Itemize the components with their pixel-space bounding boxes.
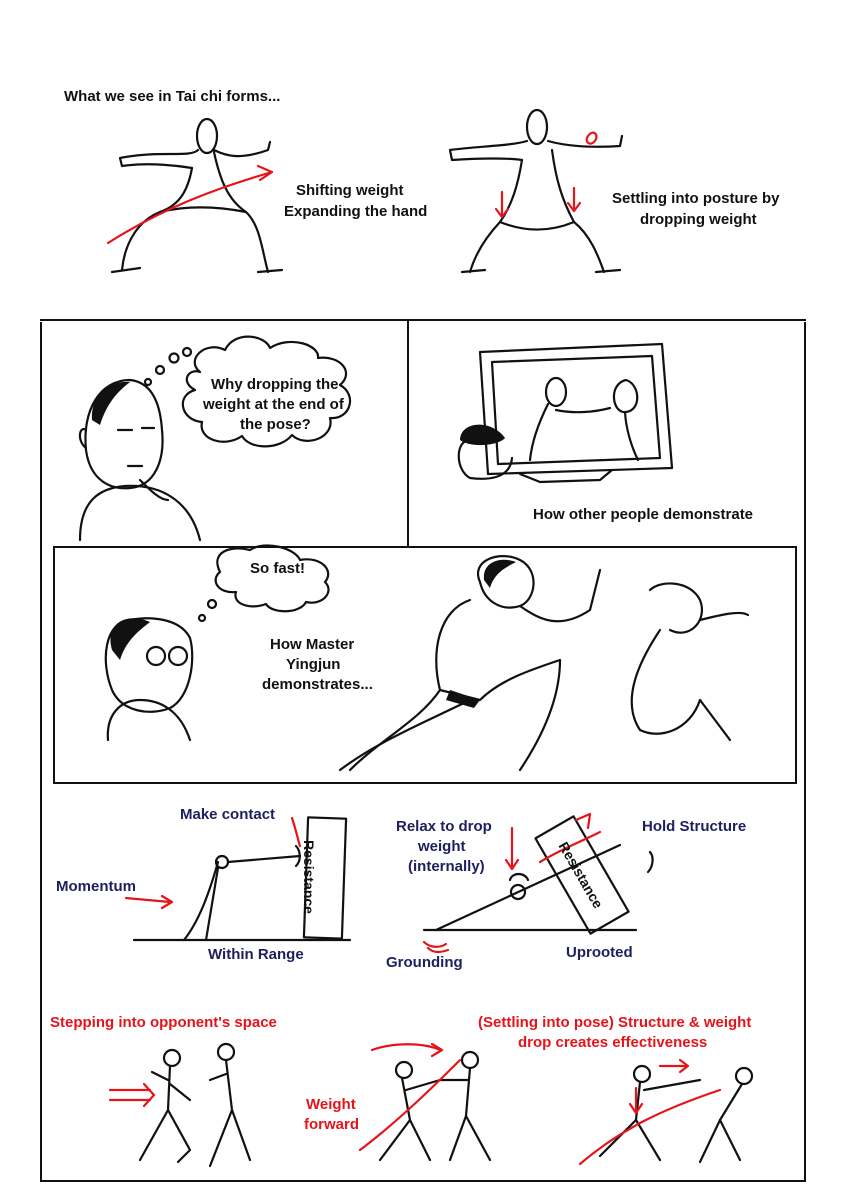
label-stepping: Stepping into opponent's space: [50, 1014, 277, 1031]
caption-dropping-weight: dropping weight: [640, 211, 757, 228]
thought-line-1: Why dropping the: [211, 376, 339, 393]
caption-expanding-hand: Expanding the hand: [284, 203, 428, 220]
thought-line-3: the pose?: [240, 416, 311, 433]
label-relax-drop: Relax to drop: [396, 818, 492, 835]
label-make-contact: Make contact: [180, 806, 276, 823]
label-relax-internally: (internally): [408, 858, 485, 875]
label-settling-1: (Settling into pose) Structure & weight: [478, 1014, 752, 1031]
caption-settling-posture: Settling into posture by: [612, 190, 780, 207]
caption-shifting-weight: Shifting weight: [296, 182, 404, 199]
caption-demonstrates: demonstrates...: [262, 676, 373, 693]
thought-line-2: weight at the end of: [203, 396, 344, 413]
caption-how-master: How Master: [270, 636, 355, 653]
label-resistance-left: Resistance: [300, 840, 317, 914]
intro-text: What we see in Tai chi forms...: [64, 88, 281, 105]
label-momentum: Momentum: [56, 878, 136, 895]
label-within-range: Within Range: [208, 946, 304, 963]
label-weight-forward-2: forward: [304, 1116, 360, 1133]
thought-so-fast: So fast!: [250, 560, 306, 577]
label-uprooted: Uprooted: [566, 944, 633, 961]
label-resistance-right: Resistance: [555, 838, 607, 912]
label-weight-forward-1: Weight: [306, 1096, 356, 1113]
label-grounding: Grounding: [386, 954, 463, 971]
label-relax-weight: weight: [418, 838, 466, 855]
caption-other-people: How other people demonstrate: [533, 506, 754, 523]
caption-yingjun: Yingjun: [286, 656, 341, 673]
label-hold-structure: Hold Structure: [642, 818, 747, 835]
label-settling-2: drop creates effectiveness: [518, 1034, 708, 1051]
